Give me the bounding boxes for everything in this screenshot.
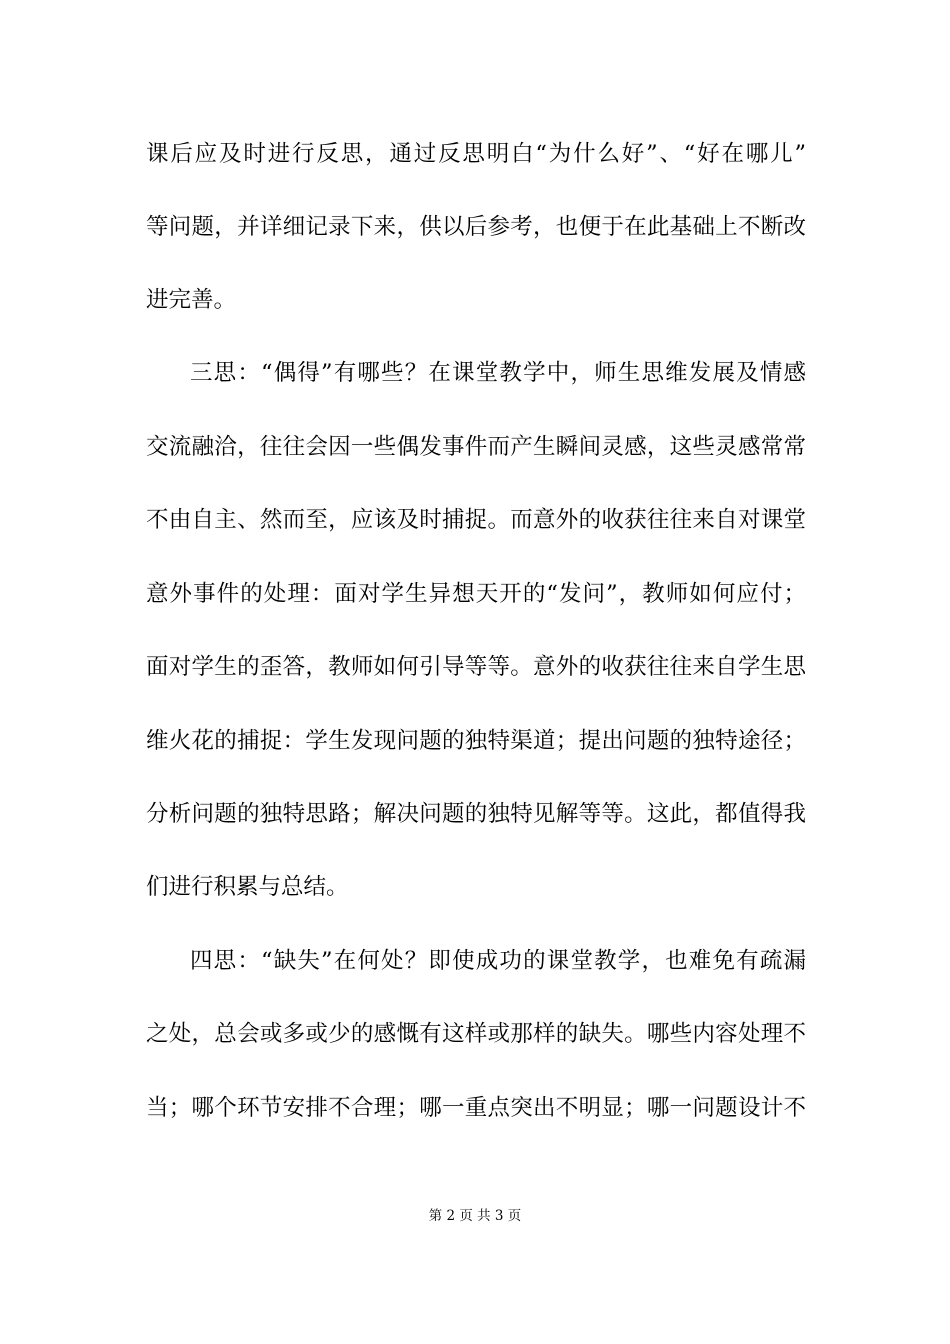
paragraph-1-line-1: 课后应及时进行反思，通过反思明白“为什么好”、“好在哪儿” (146, 141, 806, 167)
paragraph-2-line-5: 面对学生的歪答，教师如何引导等等。意外的收获往往来自学生思 (146, 654, 806, 680)
paragraph-1-line-3: 进完善。 (146, 287, 237, 313)
paragraph-3-line-3: 当；哪个环节安排不合理；哪一重点突出不明显；哪一问题设计不 (146, 1095, 806, 1121)
paragraph-2-line-2: 交流融洽，往往会因一些偶发事件而产生瞬间灵感，这些灵感常常 (146, 434, 806, 460)
paragraph-2-line-6: 维火花的捕捉：学生发现问题的独特渠道；提出问题的独特途径； (146, 728, 806, 754)
paragraph-3-line-1: 四思：“缺失”在何处？即使成功的课堂教学，也难免有疏漏 (190, 948, 806, 974)
paragraph-3-line-2: 之处，总会或多或少的感慨有这样或那样的缺失。哪些内容处理不 (146, 1021, 806, 1047)
paragraph-1-line-2: 等问题，并详细记录下来，供以后参考，也便于在此基础上不断改 (146, 214, 806, 240)
paragraph-2-line-1: 三思：“偶得”有哪些？在课堂教学中，师生思维发展及情感 (190, 360, 806, 386)
paragraph-2-line-3: 不由自主、然而至，应该及时捕捉。而意外的收获往往来自对课堂 (146, 507, 806, 533)
paragraph-2-line-7: 分析问题的独特思路；解决问题的独特见解等等。这此，都值得我 (146, 801, 806, 827)
paragraph-2-line-8: 们进行积累与总结。 (146, 874, 349, 900)
paragraph-2-line-4: 意外事件的处理：面对学生异想天开的“发问”，教师如何应付； (146, 581, 806, 607)
page-footer (0, 1207, 950, 1225)
page-number: 第 2 页 共 3 页 (428, 1208, 522, 1224)
